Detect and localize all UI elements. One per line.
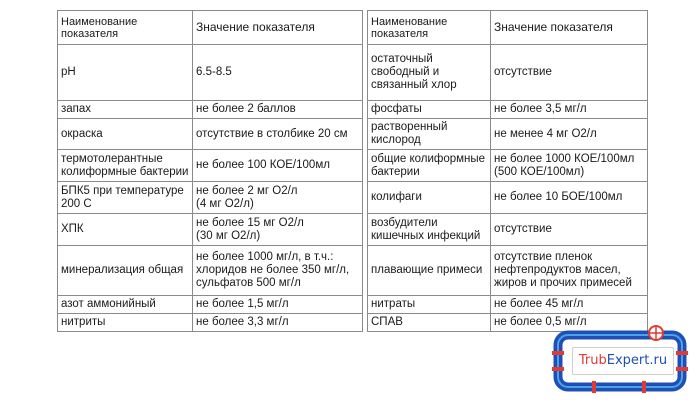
table-row [58, 182, 363, 214]
indicator-value: отсутствие [491, 45, 648, 101]
header-row [368, 11, 648, 45]
indicator-value: не более 15 мг О2/л (30 мг О2/л) [193, 214, 363, 246]
indicator-name: нитраты [368, 296, 491, 314]
indicator-name: азот аммонийный [58, 296, 193, 314]
table-row [368, 101, 648, 119]
indicator-value: не более 1,5 мг/л [193, 296, 363, 314]
indicator-value: не более 2 мг О2/л (4 мг О2/л) [193, 182, 363, 214]
indicator-name: общие колиформные бактерии [368, 150, 491, 182]
table-row [368, 296, 648, 314]
logo-text[interactable] [572, 347, 674, 375]
logo-brand: Trub [578, 353, 607, 368]
column-header-value: Значение показателя [193, 11, 363, 45]
table-row [58, 150, 363, 182]
indicator-name: БПК5 при температуре 200 С [58, 182, 193, 214]
table-row [368, 150, 648, 182]
indicator-value: не более 45 мг/л [491, 296, 648, 314]
indicator-value: не менее 4 мг О2/л [491, 119, 648, 150]
trubexpert-logo[interactable] [552, 325, 690, 395]
right-indicators-table [367, 10, 648, 332]
indicator-name: СПАВ [368, 314, 491, 332]
indicator-name: остаточный свободный и связанный хлор [368, 45, 491, 101]
table-row [368, 214, 648, 246]
table-row [58, 214, 363, 246]
table-row [368, 119, 648, 150]
indicator-name: ХПК [58, 214, 193, 246]
indicator-name: фосфаты [368, 101, 491, 119]
table-row [58, 314, 363, 332]
column-header-name: Наименование показателя [368, 11, 491, 45]
indicator-value: не более 3,5 мг/л [491, 101, 648, 119]
indicator-value: не более 3,3 мг/л [193, 314, 363, 332]
header-row [58, 11, 363, 45]
indicator-name: возбудители кишечных инфекций [368, 214, 491, 246]
indicator-name: плавающие примеси [368, 246, 491, 296]
logo-domain: Expert.ru [606, 353, 668, 368]
indicator-name: минерализация общая [58, 246, 193, 296]
indicator-name: запах [58, 101, 193, 119]
indicator-name: нитриты [58, 314, 193, 332]
indicator-name: pH [58, 45, 193, 101]
indicator-name: окраска [58, 119, 193, 150]
table-row [368, 246, 648, 296]
indicator-value: не более 1000 мг/л, в т.ч.: хлоридов не более 350 мг/л, сульфатов 500 мг/л [193, 246, 363, 296]
column-header-name: Наименование показателя [58, 11, 193, 45]
table-row [58, 296, 363, 314]
indicator-value: не более 0,5 мг/л [491, 314, 648, 332]
table-row [58, 45, 363, 101]
table-row [58, 101, 363, 119]
indicator-value: отсутствие [491, 214, 648, 246]
indicator-name: термотолерантные колиформные бактерии [58, 150, 193, 182]
table-row [368, 45, 648, 101]
table-row [58, 246, 363, 296]
column-header-value: Значение показателя [491, 11, 648, 45]
indicator-name: колифаги [368, 182, 491, 214]
table-row [58, 119, 363, 150]
left-indicators-table [57, 10, 363, 332]
table-row [368, 182, 648, 214]
indicator-value: 6.5-8.5 [193, 45, 363, 101]
indicator-name: растворенный кислород [368, 119, 491, 150]
indicator-value: не более 10 БОЕ/100мл [491, 182, 648, 214]
indicator-value: не более 1000 КОЕ/100мл (500 КОЕ/100мл) [491, 150, 648, 182]
indicator-value: отсутствие пленок нефтепродуктов масел, жиров и прочих примесей [491, 246, 648, 296]
indicator-value: не более 100 КОЕ/100мл [193, 150, 363, 182]
indicator-value: отсутствие в столбике 20 см [193, 119, 363, 150]
indicator-value: не более 2 баллов [193, 101, 363, 119]
